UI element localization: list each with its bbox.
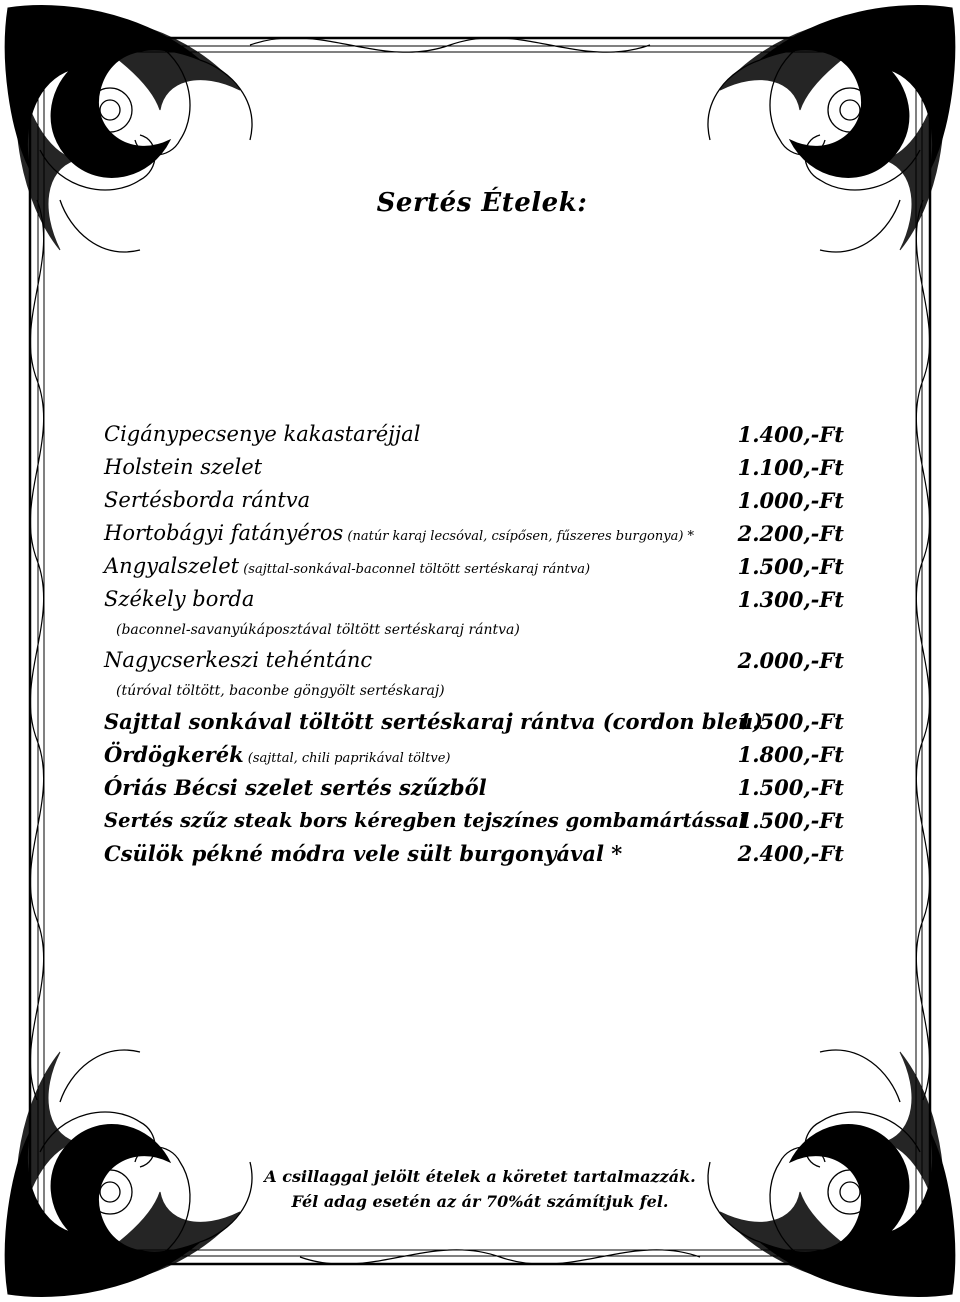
menu-item-name: Angyalszelet (sajttal-sonkával-baconnel töltött sertéskaraj rántva) — [104, 554, 591, 578]
menu-item-name: Csülök pékné módra vele sült burgonyával * — [104, 841, 623, 866]
menu-item-name: Óriás Bécsi szelet sertés szűzből — [104, 775, 487, 800]
menu-item-name: Cigánypecsenye kakastaréjjal — [104, 422, 421, 446]
menu-item — [104, 583, 844, 616]
menu-item-description: (baconnel-savanyúkáposztával töltött sertéskaraj rántva) — [116, 622, 520, 638]
menu-item-price: 1.300,-Ft — [737, 587, 844, 612]
menu-item — [104, 418, 844, 451]
menu-item-price: 2.400,-Ft — [737, 841, 844, 866]
menu-item-name: Ördögkerék (sajttal, chili paprikával töltve) — [104, 742, 451, 767]
page-title: Sertés Ételek: — [376, 188, 588, 218]
menu-item-name: Hortobágyi fatányéros (natúr karaj lecsóval, csípősen, fűszeres burgonya) * — [104, 521, 695, 545]
menu-item — [104, 837, 844, 870]
menu-item — [104, 517, 844, 550]
menu-item — [104, 644, 844, 677]
menu-item-name: Sertés szűz steak bors kéregben tejszínes gombamártással — [104, 809, 747, 832]
menu-item-name: Holstein szelet — [104, 455, 263, 479]
menu-item-price: 1.800,-Ft — [737, 742, 844, 767]
menu-item-name: Sajttal sonkával töltött sertéskaraj rántva (cordon bleu) — [104, 709, 764, 734]
menu-item-price: 1.500,-Ft — [737, 554, 844, 579]
menu-item-price: 1.500,-Ft — [737, 775, 844, 800]
menu-list — [104, 418, 844, 870]
footer-line: A csillaggal jelölt ételek a köretet tartalmazzák. — [264, 1167, 696, 1186]
menu-item-name: Nagycserkeszi tehéntánc — [104, 648, 373, 672]
menu-item — [104, 451, 844, 484]
menu-item — [104, 771, 844, 804]
menu-item — [104, 550, 844, 583]
menu-item-price: 2.000,-Ft — [737, 648, 844, 673]
menu-item — [104, 738, 844, 771]
menu-item-name: Sertésborda rántva — [104, 488, 311, 512]
menu-item-price: 2.200,-Ft — [737, 521, 844, 546]
footer-notes — [0, 1164, 960, 1214]
menu-item — [104, 484, 844, 517]
menu-item-price: 1.500,-Ft — [737, 808, 844, 833]
menu-item-description: (túróval töltött, baconbe göngyölt sertéskaraj) — [116, 683, 445, 699]
menu-item-name: Székely borda — [104, 587, 255, 611]
menu-item-price: 1.100,-Ft — [737, 455, 844, 480]
menu-item — [104, 804, 844, 837]
menu-item-price: 1.000,-Ft — [737, 488, 844, 513]
menu-item-price: 1.400,-Ft — [737, 422, 844, 447]
menu-item-price: 1.500,-Ft — [737, 709, 844, 734]
menu-item — [104, 705, 844, 738]
footer-line: Fél adag esetén az ár 70%át számítjuk fel. — [291, 1192, 669, 1211]
